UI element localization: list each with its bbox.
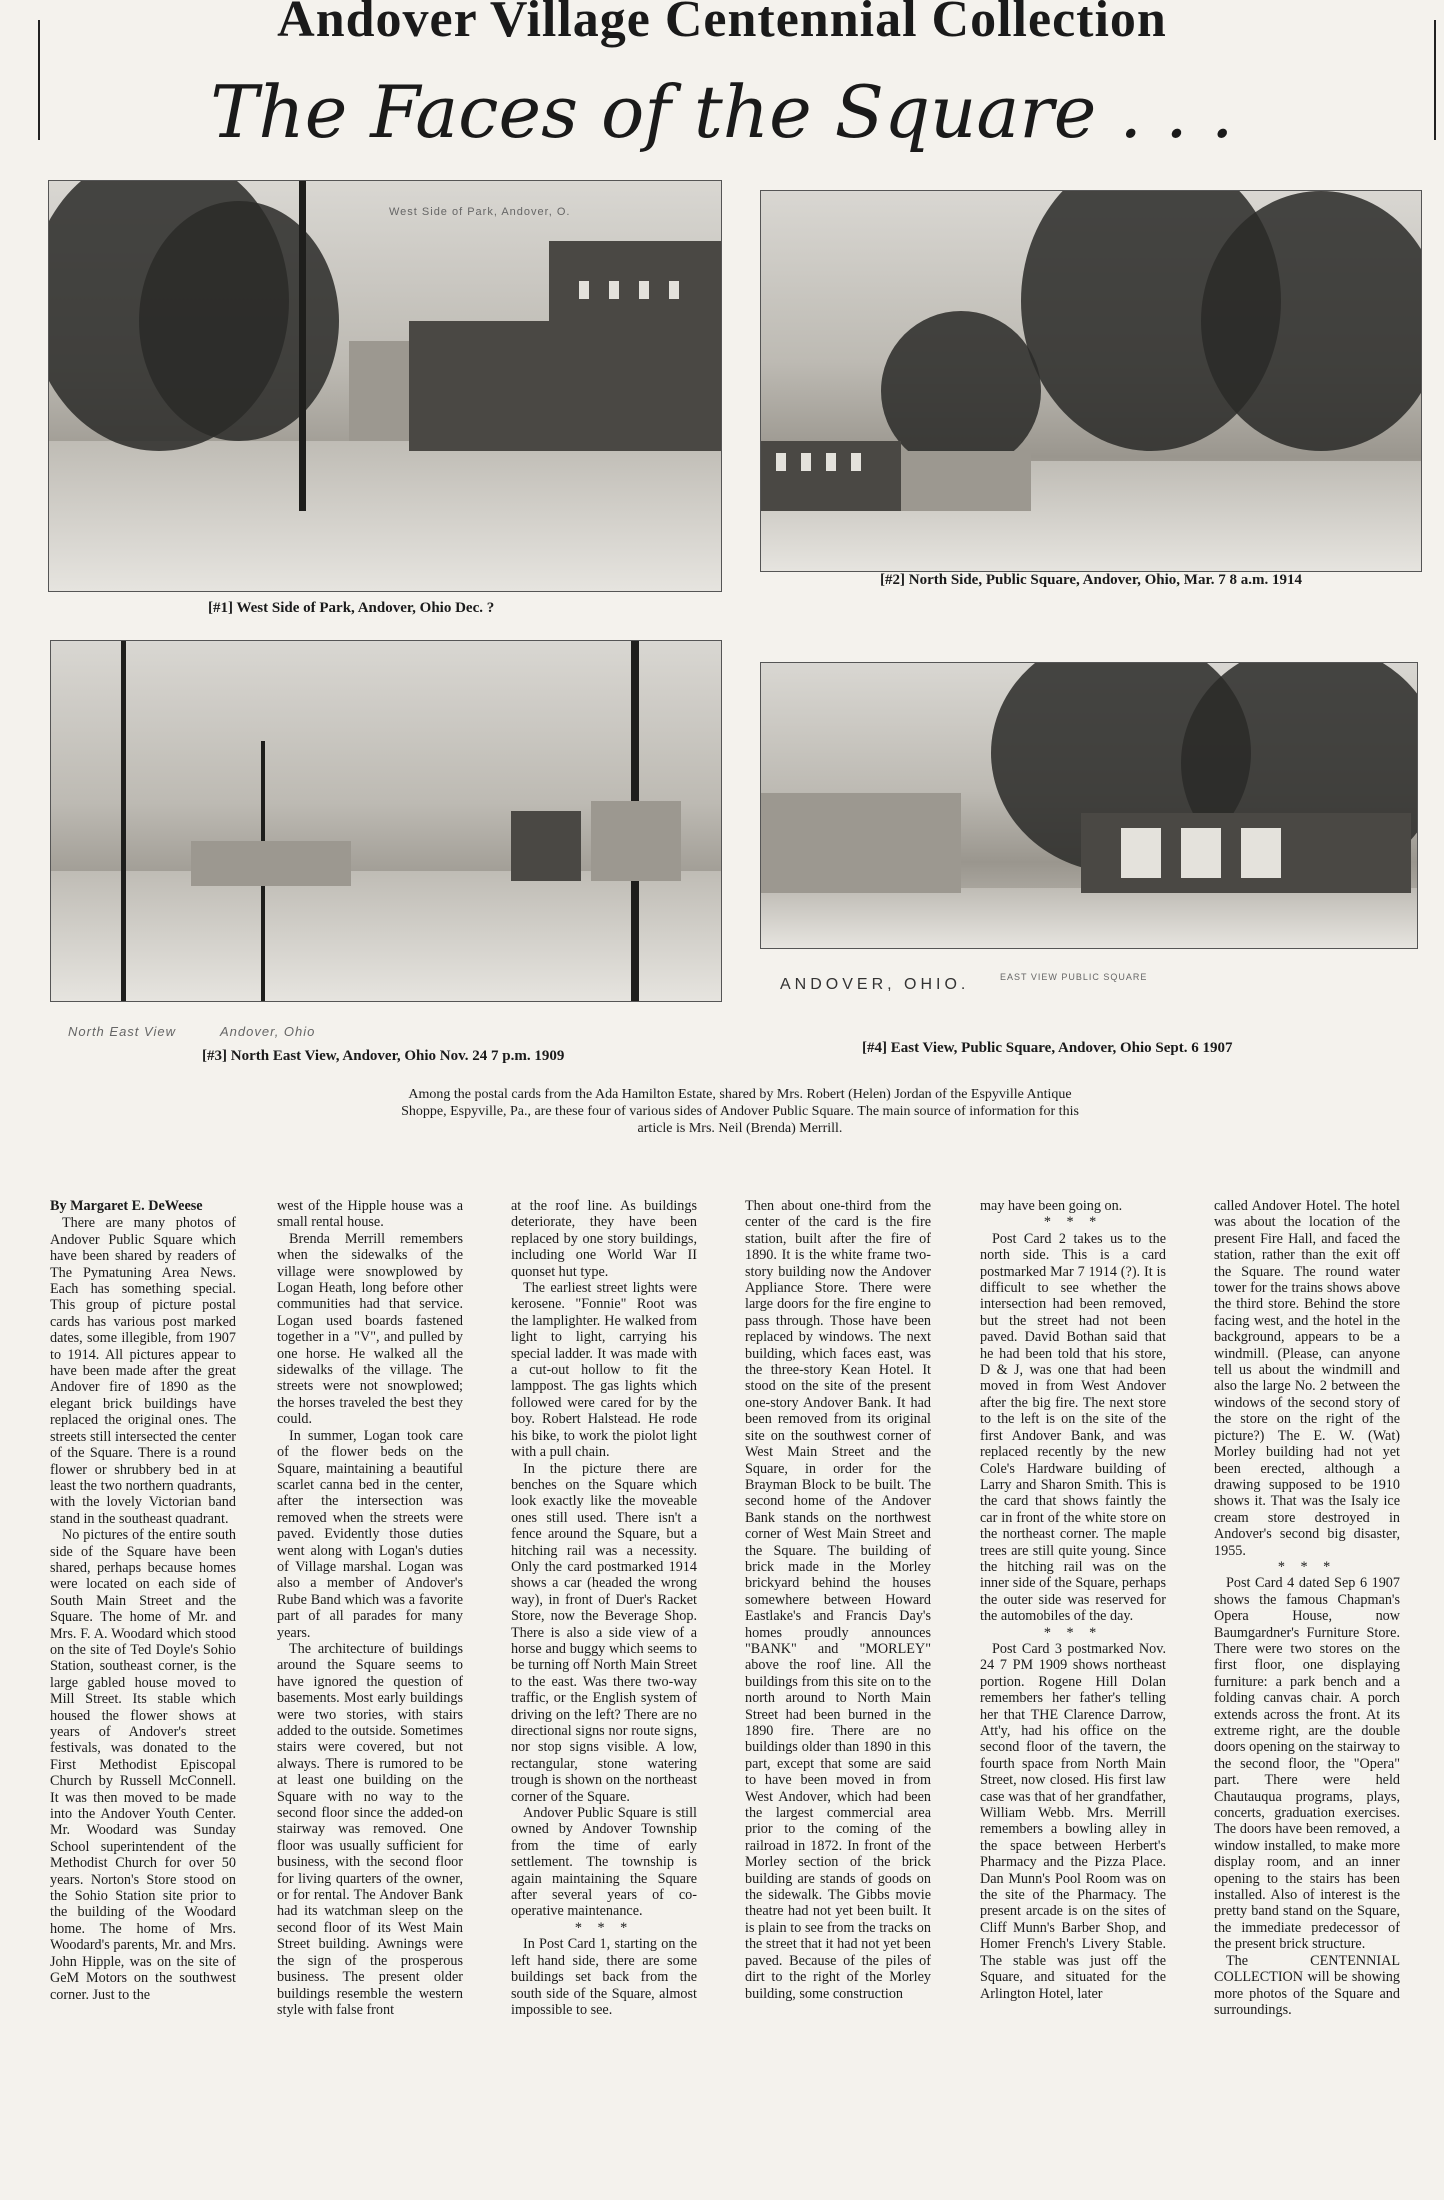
paragraph: The earliest street lights were kerosene. "Fonnie" Root was the lamplighter. He walked from light to light, carrying his special ladder. It was made with a cut-out hollow to fit the lamppost. The gas lights which followed were cared for by the boy. Robert Halstead. He rode his bike, to work the piolot light with a pull chain. (511, 1280, 697, 1461)
paragraph: west of the Hipple house was a small rental house. (277, 1198, 463, 1231)
article-column-3 (511, 1198, 697, 2198)
paragraph: at the roof line. As buildings deteriorate, they have been replaced by one story buildings, including one World War II quonset hut type. (511, 1198, 697, 1280)
section-break: * * * (1043, 1214, 1103, 1231)
article-column-6 (1214, 1198, 1400, 2198)
paragraph: Then about one-third from the center of the card is the fire station, built after the fire of 1890. It is the white frame two-story building now the Andover Appliance Store. There were large doors for the fire engine to pass through. Those have been replaced by windows. The next building, which faces east, was the three-story Kean Hotel. It stood on the site of the present one-story Andover Bank. It had been removed from its original site on the southwest corner of West Main Street and the Square, in order for the Brayman Block to be built. The second home of the Andover Bank stands on the northwest corner of West Main Street and the Square. The building of brick made in the Morley brickyard behind the houses somewhere between Howard Eastlake's and Francis Day's homes proudly announces "BANK" and "MORLEY" above the roof line. All the buildings from this site on to the north around to North Main Street had been burned in the 1890 fire. There are no buildings older than 1890 in this part, except that some are said to have been moved in from West Andover, which had been the largest commercial area prior to the coming of the railroad in 1872. In front of the Morley section of the brick building are stands of goods on the sidewalk. The Gibbs movie theatre had not yet been built. It is plain to see from the tracks on the street that it had not yet been paved. Because of the piles of dirt to the right of the Morley building, some construction (745, 1198, 931, 2002)
section-break: * * * (574, 1919, 634, 1936)
paragraph: There are many photos of Andover Public Square which have been shared by readers of The Pymatuning Area News. Each has something special. This group of picture postal cards has various post marked dates, some illegible, from 1907 to 1914. All pictures appear to have been made after the great Andover fire of 1890 as the elegant brick buildings have replaced the original ones. The streets still intersected the center of the Square. There is a round flower or shrubbery bed in at least the two northern quadrants, with the lovely Victorian band stand in the southeast quadrant. (50, 1215, 236, 1527)
byline: By Margaret E. DeWeese (50, 1198, 203, 1214)
paragraph: In the picture there are benches on the Square which look exactly like the moveable ones still used. There isn't a fence around the Square, but a hitching rail was a necessity. Only the card postmarked 1914 shows a car (headed the wrong way), in front of Duer's Racket Store, now the Beverage Shop. There is also a side view of a horse and buggy which seems to be turning off North Main Street to the east. Was there two-way traffic, or the English system of driving on the left? There are no directional signs nor route signs, nor stop signs visible. A low, rectangular, stone watering trough is shown on the northeast corner of the Square. (511, 1460, 697, 1805)
photo-north-side (760, 190, 1422, 572)
paragraph: Post Card 3 postmarked Nov. 24 7 PM 1909 shows northeast portion. Rogene Hill Dolan remembers her father's telling her that THE Clarence Darrow, Att'y, had his office on the second floor of the tavern, the fourth space from North Main Street, now closed. His first law case was that of her grandfather, William Webb. Mrs. Merrill remembers a bowling alley in the space between Herbert's Pharmacy and the Pizza Place. Dan Munn's Pool Room was on the site of the Pharmacy. The present arcade is on the sites of Cliff Munn's Barber Shop, and Homer French's Livery Stable. The stable was just off the Square, and situated for the Arlington Hotel, later (980, 1640, 1166, 2002)
photo-1-label: West Side of Park, Andover, O. (389, 206, 571, 218)
paragraph: Post Card 2 takes us to the north side. This is a card postmarked Mar 7 1914 (?). It is difficult to see whether the intersection had been removed, but the street had not been paved. David Bothan said that he had been told that his store, D & J, was one that had been moved in from West Andover after the big fire. The next store to the left is on the site of the first Andover Bank, and was replaced recently by the new Cole's Hardware building of Larry and Sharon Smith. This is the card that shows faintly the car in front of the white store on the northeast corner. The maple trees are still quite young. Since the hitching rail was on the inner side of the Square, perhaps the outer side was reserved for the automobiles of the day. (980, 1230, 1166, 1625)
paragraph: No pictures of the entire south side of the Square have been shared, perhaps because homes were located on each side of South Main Street and the Square. The home of Mr. and Mrs. F. A. Woodard which stood on the site of Ted Doyle's Sohio Station, southeast corner, is the large gabled house moved to Mill Street. Its stable which housed the flower shows at years of Andover's street festivals, was donated to the First Methodist Episcopal Church by Russell McConnell. It was then moved to be made into the Andover Youth Center. Mr. Woodard was Sunday School superintendent of the Methodist Church for over 50 years. Norton's Store stood on the Sohio Station site prior to the building of the Woodard home. The home of Mrs. Woodard's parents, Mr. and Mrs. John Hipple, was on the site of GeM Motors on the southwest corner. Just to the (50, 1527, 236, 2003)
article-column-1 (50, 1198, 236, 2198)
photo-4-caption: [#4] East View, Public Square, Andover, Ohio Sept. 6 1907 (862, 1040, 1233, 1056)
collection-title: Andover Village Centennial Collection (277, 0, 1167, 48)
article-column-5 (980, 1198, 1166, 2198)
paragraph: Andover Public Square is still owned by Andover Township from the time of early settlement. The township is again maintaining the Square after several years of co-operative maintenance. (511, 1805, 697, 1920)
photo-east-view (760, 662, 1418, 949)
paragraph: In Post Card 1, starting on the left hand side, there are some buildings set back from the south side of the Square, almost impossible to see. (511, 1936, 697, 2018)
paragraph: The architecture of buildings around the Square seems to have ignored the question of basements. Most early buildings were two stories, with stairs added to the outside. Sometimes stairs were covered, but not always. There is rumored to be at least one building on the Square with no way to the second floor since the added-on stairway was removed. One floor was usually sufficient for business, with the second floor for living quarters of the owner, or for rental. The Andover Bank had its watchman sleep on the second floor of its West Main Street building. Awnings were the sign of the prosperous business. The present older buildings resemble the western style with false front (277, 1640, 463, 2018)
paragraph: called Andover Hotel. The hotel was about the location of the present Fire Hall, and faced the station, rather than the exit off the Square. The round water tower for the trains shows above the third store. Behind the store facing west, and the hotel in the background, appears to be a windmill. (Please, can anyone tell us about the windmill and also the large No. 2 between the windows of the second story of the store on the right of the picture?) The E. W. (Wat) Morley building had not yet been erected, although a drawing supposed to be 1910 shows it. That was the Isaly ice cream store destroyed in Andover's second big disaster, 1955. (1214, 1198, 1400, 1559)
paragraph: Post Card 4 dated Sep 6 1907 shows the famous Chapman's Opera House, now Baumgardner's Furniture Store. There were two stores on the first floor, one displaying furniture: a park bench and a folding canvas chair. A porch extends across the front. At its extreme right, are the double doors opening on the stairway to the second floor, the "Opera" part. There were held Chautauqua programs, plays, concerts, graduation exercises. The doors have been removed, a window installed, to make more display room, and an inner opening to the stairs has been installed. Also of interest is the pretty band stand on the Square, the immediate predecessor of the present brick structure. (1214, 1575, 1400, 1953)
photo-credit: Among the postal cards from the Ada Hamilton Estate, shared by Mrs. Robert (Helen) Jordan of the Espyville Antique Shoppe, Espyville, Pa., are these four of various sides of Andover Public Square. The main source of information for this article is Mrs. Neil (Brenda) Merrill. (401, 1087, 1079, 1136)
headline: The Faces of the Square . . . (210, 70, 1234, 154)
photo-north-east (50, 640, 722, 1002)
photo-3-label-right: Andover, Ohio (220, 1024, 316, 1039)
paragraph: may have been going on. (980, 1198, 1123, 1214)
paragraph: Brenda Merrill remembers when the sidewalks of the village were snowplowed by Logan Heath, long before other communities had that service. Logan used boards fastened together in a "V", and pulled by one horse. He walked all the sidewalks of the village. The streets were not snowplowed; the horses traveled the best they could. (277, 1230, 463, 1428)
paragraph: In summer, Logan took care of the flower beds on the Square, maintaining a beautiful scarlet canna bed in the center, after the intersection was removed when the streets were paved. Evidently those duties went along with Logan's duties of Village marshal. Logan was also a member of Andover's Rube Band which was a favorite part of all parades for many years. (277, 1427, 463, 1641)
photo-2-caption: [#2] North Side, Public Square, Andover, Ohio, Mar. 7 8 a.m. 1914 (880, 572, 1302, 588)
photo-1-caption: [#1] West Side of Park, Andover, Ohio Dec. ? (208, 600, 495, 616)
section-break: * * * (1043, 1624, 1103, 1641)
photo-3-label-left: North East View (68, 1024, 176, 1039)
paragraph: The CENTENNIAL COLLECTION will be showing more photos of the Square and surroundings. (1214, 1952, 1400, 2018)
photo-3-caption: [#3] North East View, Andover, Ohio Nov. 24 7 p.m. 1909 (202, 1048, 565, 1064)
article-column-4 (745, 1198, 931, 2198)
photo-4-label-2: EAST VIEW PUBLIC SQUARE (1000, 972, 1148, 982)
photo-4-label: ANDOVER, OHIO. (780, 976, 970, 993)
article-column-2 (277, 1198, 463, 2198)
section-break: * * * (1277, 1558, 1337, 1575)
photo-west-side (48, 180, 722, 592)
